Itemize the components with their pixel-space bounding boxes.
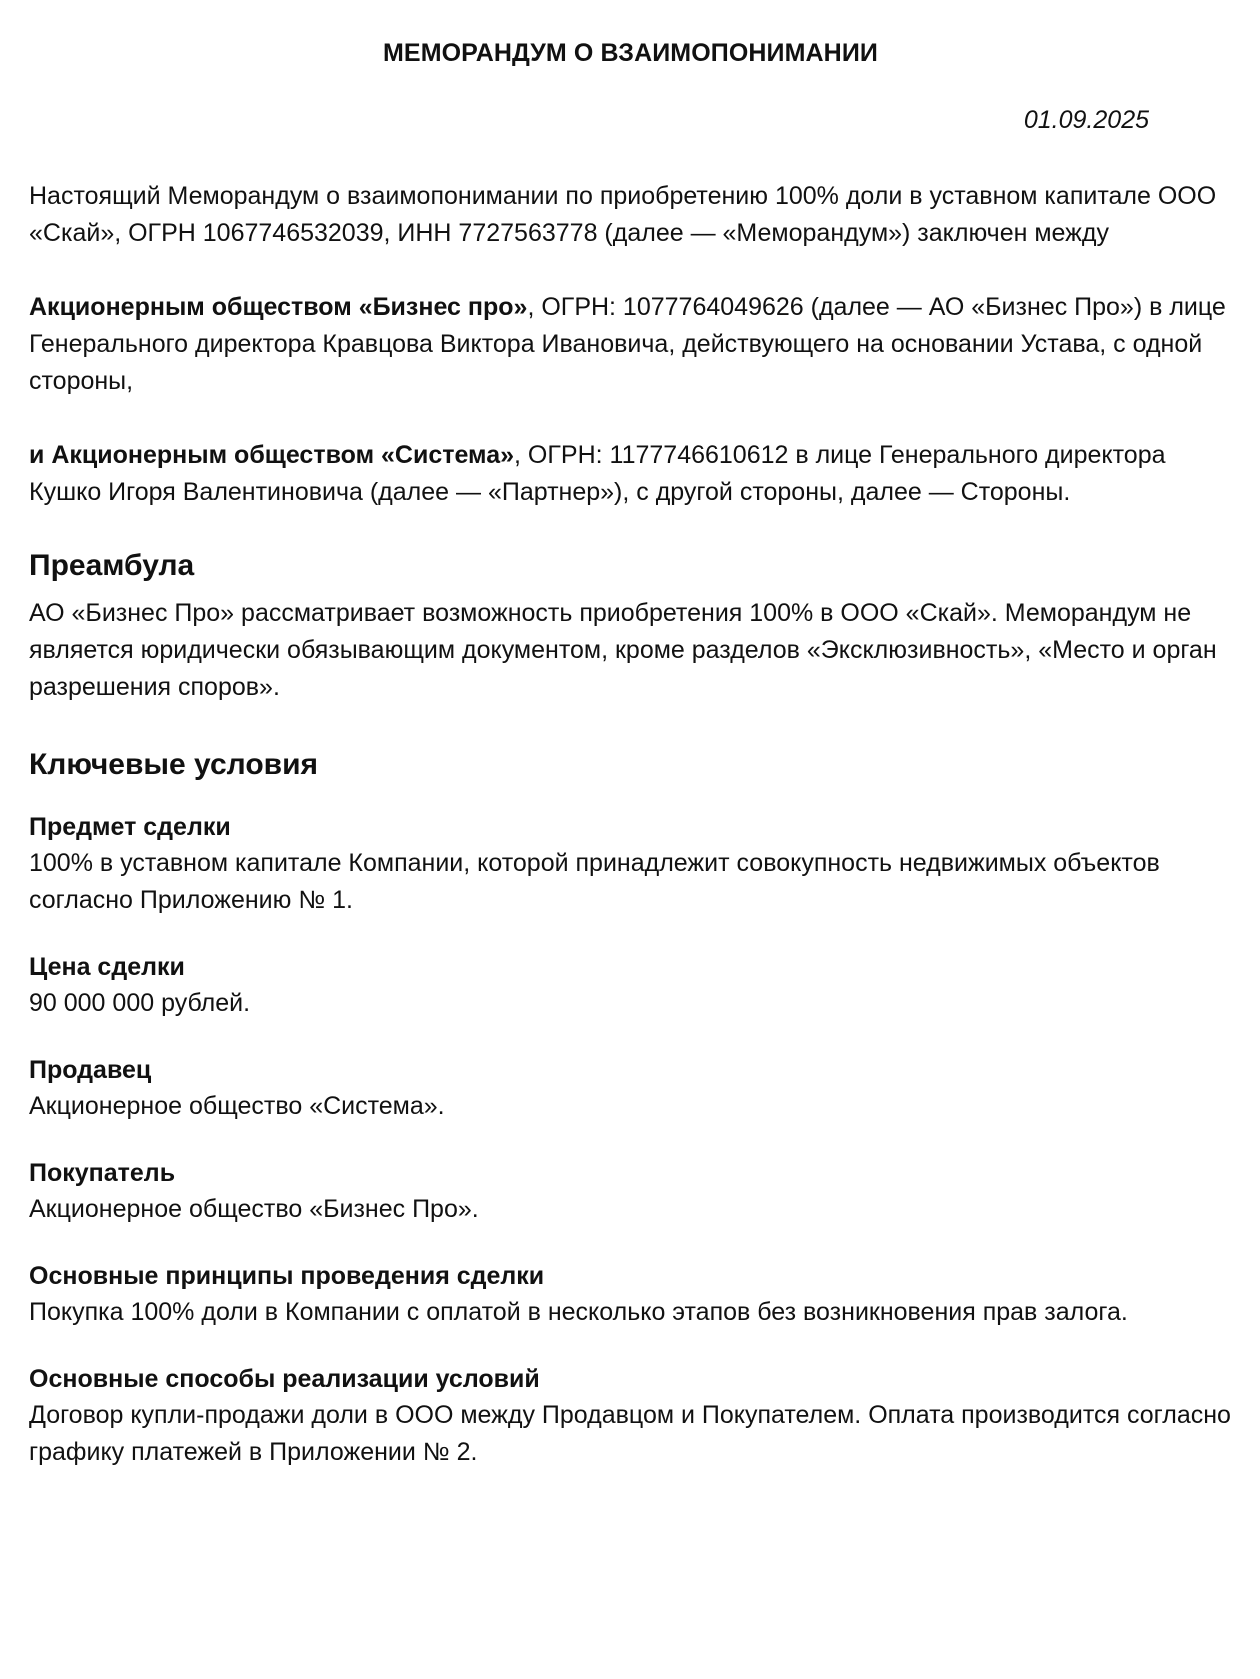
term-text: Акционерное общество «Бизнес Про».: [29, 1195, 479, 1223]
term-text: 90 000 000 рублей.: [29, 989, 251, 1017]
term-principles: [29, 1259, 1232, 1331]
key-terms-heading: Ключевые условия: [29, 748, 319, 781]
preamble-text: АО «Бизнес Про» рассматривает возможность приобретения 100% в ООО «Скай». Меморандум не является юридически обязывающим документом, кроме разделов «Эксклюзивность», «Место и орган разрешения споров».: [29, 599, 1217, 701]
term-subject: [29, 810, 1232, 919]
term-implementation: [29, 1362, 1232, 1471]
term-title: Основные способы реализации условий: [29, 1365, 540, 1393]
party-2-details: , ОГРН: 1177746610612 в лице Генерального директора Кушко Игоря Валентиновича (далее — «Партнер»), с другой стороны, далее — Стороны.: [29, 441, 1166, 506]
term-title: Основные принципы проведения сделки: [29, 1262, 545, 1290]
preamble-heading: Преамбула: [29, 549, 195, 582]
term-seller: [29, 1053, 1232, 1125]
party-1-paragraph: [29, 289, 1232, 400]
term-price: [29, 950, 1232, 1022]
key-terms-list: [29, 810, 1232, 1471]
term-buyer: [29, 1156, 1232, 1228]
term-title: Цена сделки: [29, 953, 185, 981]
term-text: Покупка 100% доли в Компании с оплатой в несколько этапов без возникновения прав залога.: [29, 1298, 1128, 1326]
party-1-details: , ОГРН: 1077764049626 (далее — АО «Бизнес Про») в лице Генерального директора Кравцова Виктора Ивановича, действующего на основании Устава, с одной стороны,: [29, 293, 1226, 395]
document-date: 01.09.2025: [1023, 106, 1149, 134]
term-text: Акционерное общество «Система».: [29, 1092, 445, 1120]
party-1-name: Акционерным обществом «Бизнес про»: [29, 293, 528, 321]
term-title: Покупатель: [29, 1159, 176, 1187]
term-text: 100% в уставном капитале Компании, которой принадлежит совокупность недвижимых объектов согласно Приложению № 1.: [29, 849, 1160, 914]
party-2-name: и Акционерным обществом «Система»: [29, 441, 515, 469]
term-text: Договор купли-продажи доли в ООО между Продавцом и Покупателем. Оплата производится согласно графику платежей в Приложении № 2.: [29, 1401, 1231, 1466]
document-title: МЕМОРАНДУМ О ВЗАИМОПОНИМАНИИ: [383, 39, 878, 67]
term-title: Продавец: [29, 1056, 152, 1084]
intro-paragraph: Настоящий Меморандум о взаимопонимании по приобретению 100% доли в уставном капитале ООО «Скай», ОГРН 1067746532039, ИНН 7727563778 (далее — «Меморандум») заключен между: [29, 182, 1217, 247]
term-title: Предмет сделки: [29, 813, 231, 841]
party-2-paragraph: [29, 437, 1232, 511]
